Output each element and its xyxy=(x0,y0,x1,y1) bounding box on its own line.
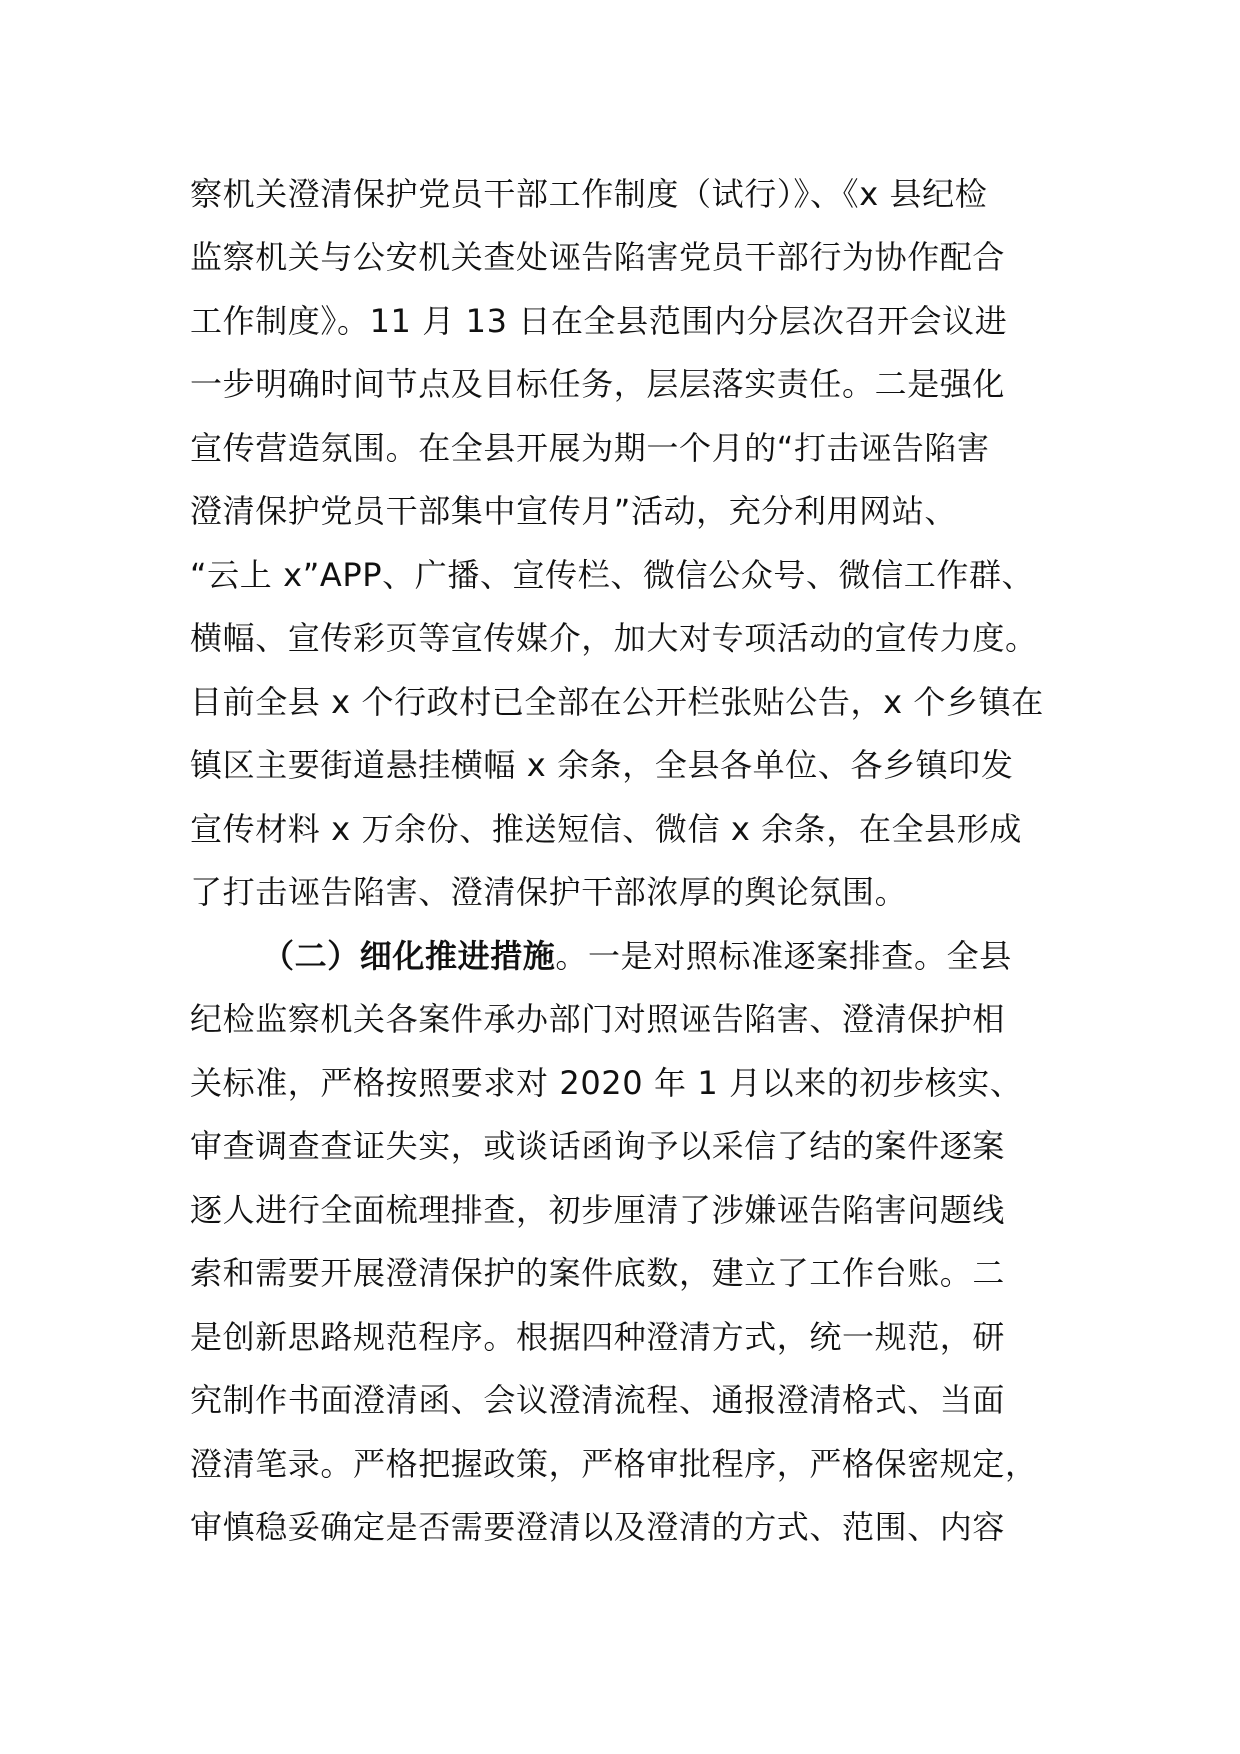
section-heading-rest: 。一是对照标准逐案排查。全县 xyxy=(555,937,1012,975)
text-line: 审慎稳妥确定是否需要澄清以及澄清的方式、范围、内容 xyxy=(190,1508,1006,1546)
text-line: 工作制度》。11 月 13 日在全县范围内分层次召开会议进 xyxy=(190,302,1008,340)
text-line: 宣传营造氛围。在全县开展为期一个月的“打击诬告陷害 xyxy=(190,429,990,467)
text-line: 目前全县 x 个行政村已全部在公开栏张贴公告，x 个乡镇在 xyxy=(190,683,1044,721)
text-line: 一步明确时间节点及目标任务，层层落实责任。二是强化 xyxy=(190,365,1006,403)
text-line: 是创新思路规范程序。根据四种澄清方式，统一规范，研 xyxy=(190,1318,1006,1356)
text-line: 横幅、宣传彩页等宣传媒介，加大对专项活动的宣传力度。 xyxy=(190,619,1038,657)
text-line: 镇区主要街道悬挂横幅 x 余条，全县各单位、各乡镇印发 xyxy=(190,746,1014,784)
text-line: 逐人进行全面梳理排查，初步厘清了涉嫌诬告陷害问题线 xyxy=(190,1191,1006,1229)
text-line: 澄清保护党员干部集中宣传月”活动，充分利用网站、 xyxy=(190,492,957,530)
text-line: 监察机关与公安机关查处诬告陷害党员干部行为协作配合 xyxy=(190,238,1006,276)
text-line: 察机关澄清保护党员干部工作制度（试行）》、《x 县纪检 xyxy=(190,175,988,213)
text-line: 澄清笔录。严格把握政策，严格审批程序，严格保密规定， xyxy=(190,1445,1038,1483)
text-line: “云上 x”APP、广播、宣传栏、微信公众号、微信工作群、 xyxy=(190,556,1035,594)
text-line: 了打击诬告陷害、澄清保护干部浓厚的舆论氛围。 xyxy=(190,873,908,911)
text-line: 宣传材料 x 万余份、推送短信、微信 x 余条，在全县形成 xyxy=(190,810,1022,848)
text-line: 关标准，严格按照要求对 2020 年 1 月以来的初步核实、 xyxy=(190,1064,1023,1102)
text-line: 审查调查查证失实，或谈话函询予以采信了结的案件逐案 xyxy=(190,1127,1006,1165)
section-heading-line xyxy=(262,930,1012,982)
section-heading: （二）细化推进措施 xyxy=(262,937,556,975)
text-line: 究制作书面澄清函、会议澄清流程、通报澄清格式、当面 xyxy=(190,1381,1006,1419)
text-line: 纪检监察机关各案件承办部门对照诬告陷害、澄清保护相 xyxy=(190,1000,1006,1038)
text-line: 索和需要开展澄清保护的案件底数，建立了工作台账。二 xyxy=(190,1254,1006,1292)
